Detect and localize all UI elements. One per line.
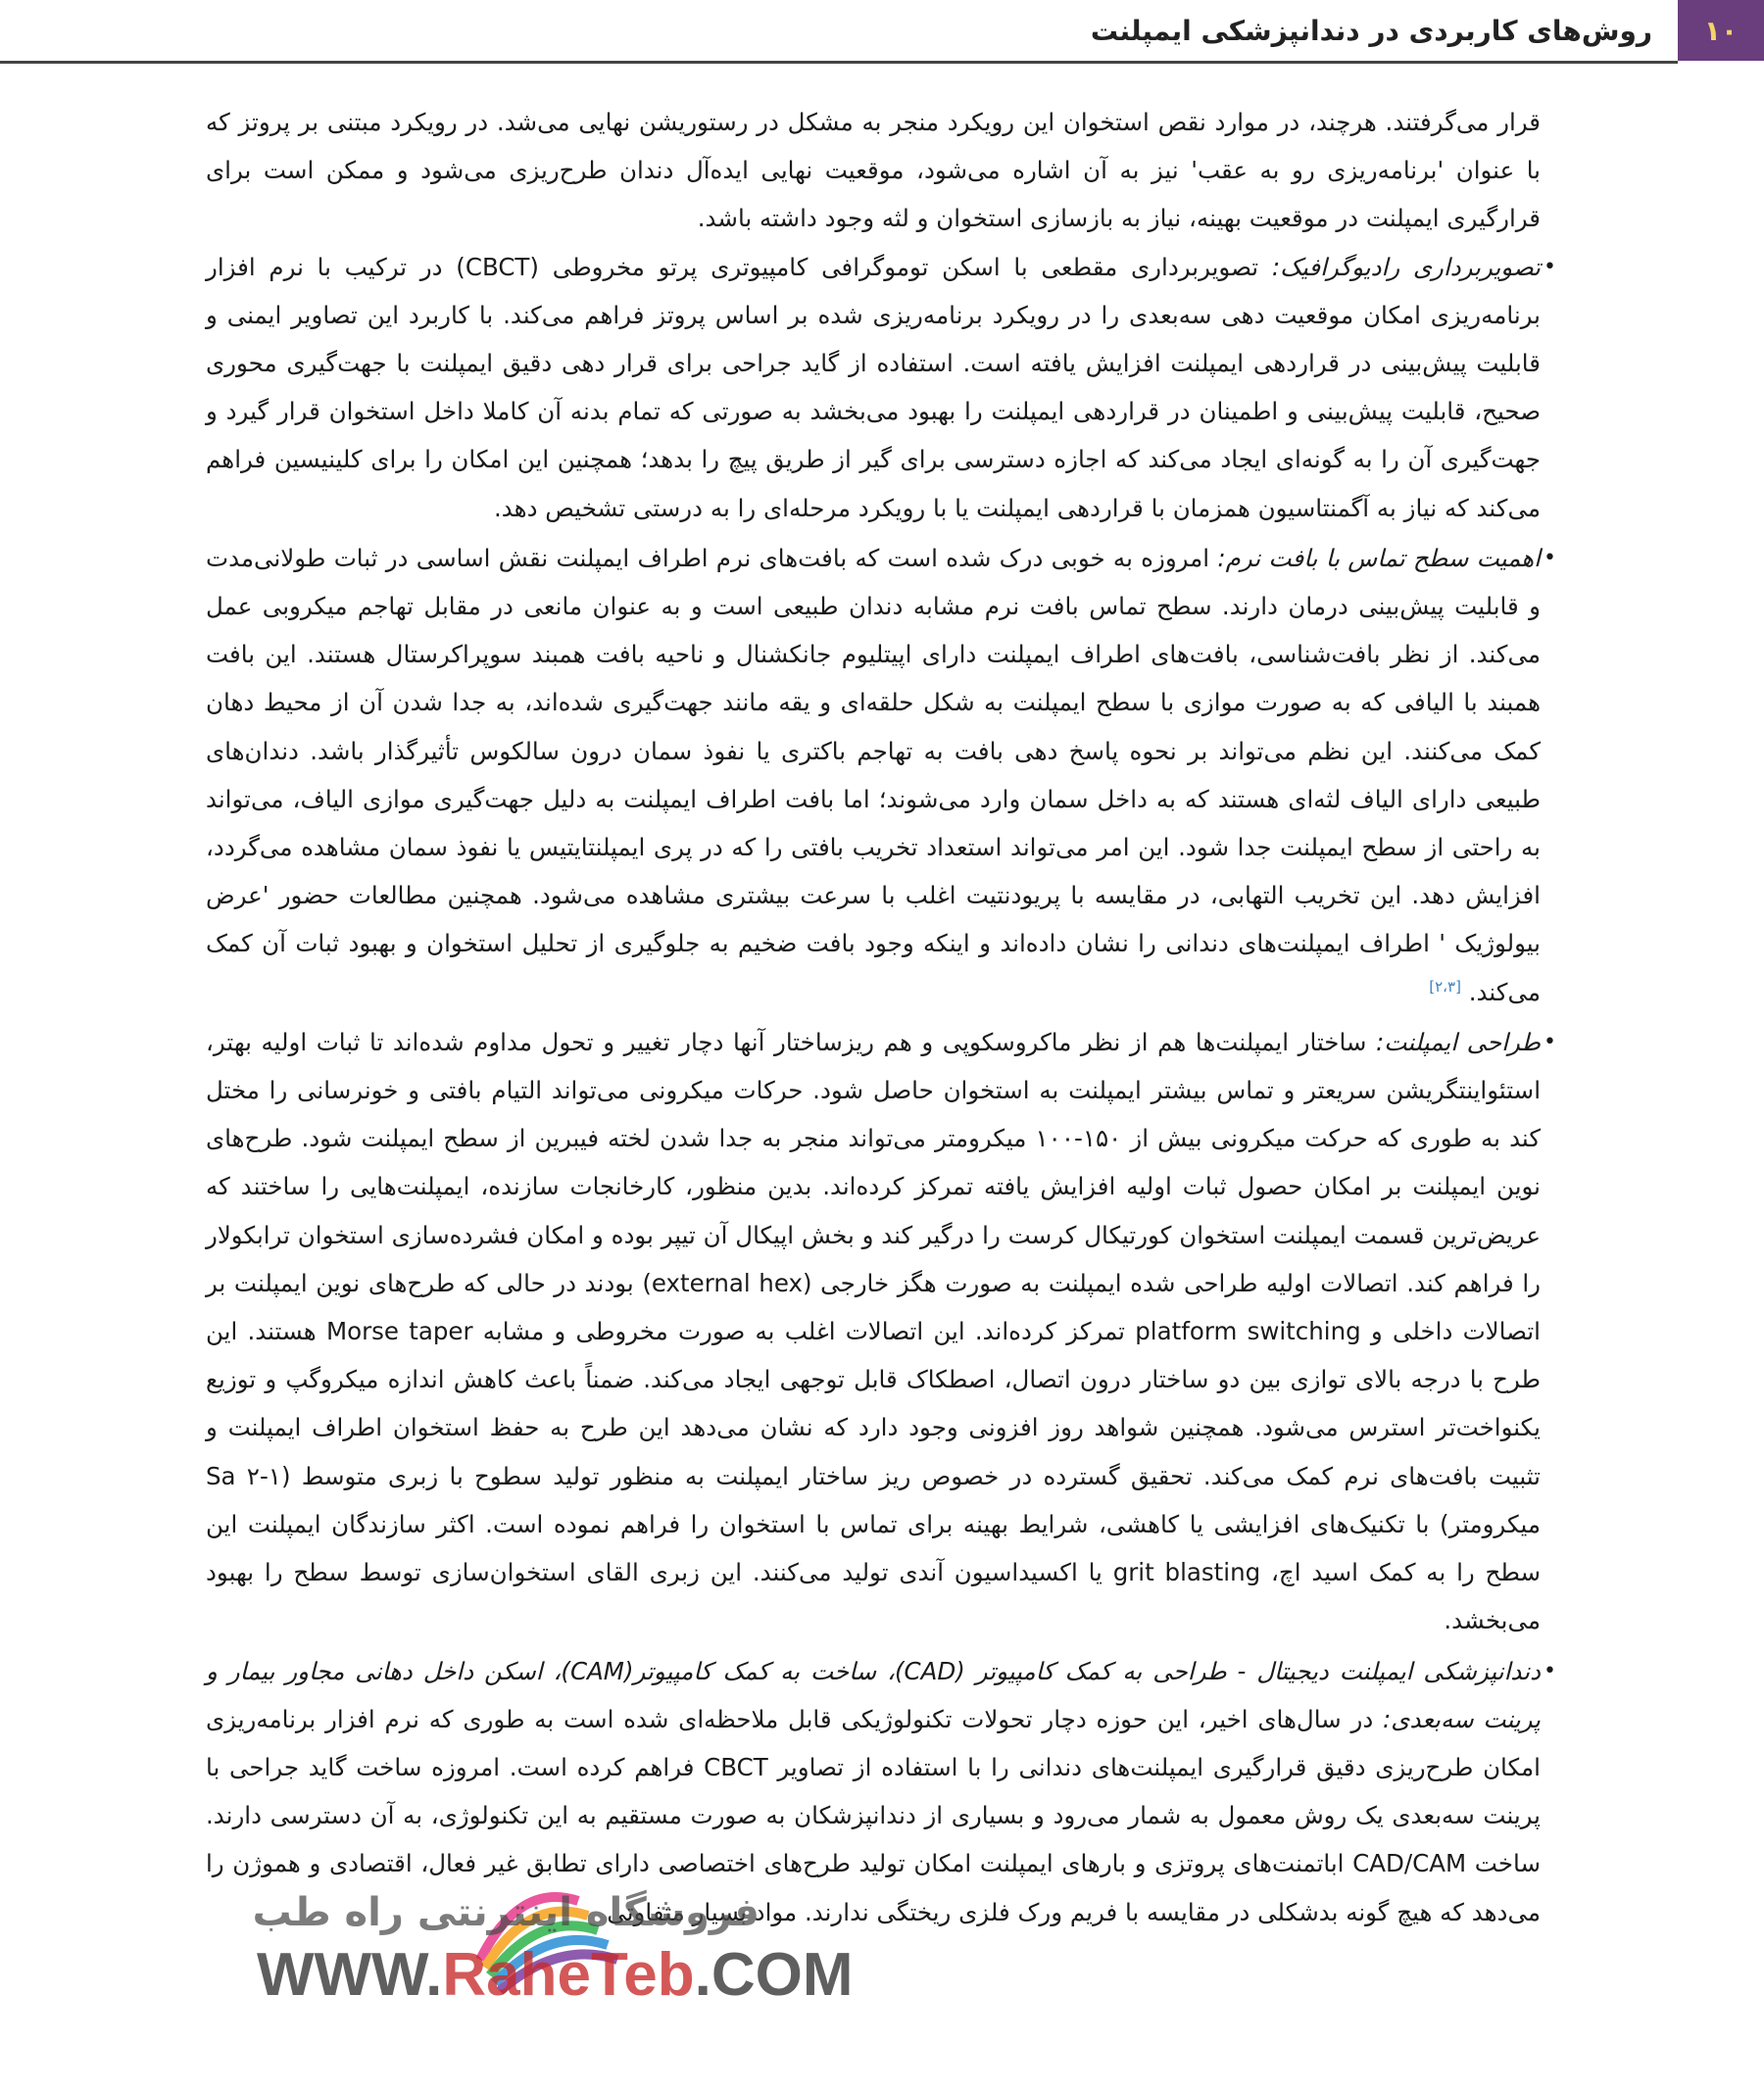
bullet-term: اهمیت سطح تماس با بافت نرم: xyxy=(1217,543,1541,572)
watermark-store-name: فروشگاه اینترنتی راه طب xyxy=(252,1890,760,1935)
header-rule xyxy=(0,61,1678,64)
bullet-text: امروزه به خوبی درک شده است که بافت‌های نرم اطراف ایمپلنت نقش اساسی در ثبات طولانی‌مدت و قابلیت پیش‌بینی درمان دارند. سطح تماس بافت نرم مشابه دندان طبیعی است و به عنوان مانعی در مقابل تهاجم میکروبی عمل می‌کند. از نظر بافت‌شناسی، بافت‌های اطراف ایمپلنت دارای اپیتلیوم جانکشنال و ناحیه بافت همبند سوپراکرستال هستند. این بافت همبند با الیافی که به صورت موازی با سطح ایمپلنت به شکل حلقه‌ای و یقه مانند جهت‌گیری شده‌اند، به جدا شدن آن از محیط دهان کمک می‌کنند. این نظم می‌تواند بر نحوه پاسخ دهی بافت به تهاجم باکتری یا نفوذ سمان درون سالکوس تأثیرگذار باشد. دندان‌های طبیعی دارای الیاف لثه‌ای هستند که به داخل سمان وارد می‌شوند؛ اما بافت اطراف ایمپلنت به دلیل جهت‌گیری موازی الیاف، می‌تواند به راحتی از سطح ایمپلنت جدا شود. این امر می‌تواند استعداد تخریب بافتی را که در پری ایمپلنتایتیس یا نفوذ سمان مشاهده می‌گردد، افزایش دهد. این تخریب التهابی، در مقایسه با پریودنتیت اغلب با سرعت بیشتری مشاهده می‌شود. همچنین مطالعات حضور 'عرض بیولوژیک ' اطراف ایمپلنت‌های دندانی را نشان داده‌اند و اینکه وجود بافت ضخیم به جلوگیری از تحلیل استخوان و بهبود ثبات آن کمک می‌کند. xyxy=(206,543,1541,1006)
running-title: روش‌های کاربردی در دندانپزشکی ایمپلنت xyxy=(1090,14,1652,47)
bullet-dot-icon: • xyxy=(1544,1658,1556,1683)
bullet-term: طراحی ایمپلنت: xyxy=(1376,1027,1541,1056)
watermark-url-brand: RaheTeb xyxy=(442,1941,695,2009)
watermark-url-prefix: WWW. xyxy=(257,1941,443,2009)
watermark-url-suffix: .COM xyxy=(694,1941,854,2009)
bullet-soft-tissue-interface xyxy=(206,534,1556,1016)
bullet-list xyxy=(206,243,1556,1936)
bullet-term: تصویربرداری رادیوگرافیک: xyxy=(1271,252,1542,281)
citation-ref: [۲،۳] xyxy=(1429,977,1461,996)
bullet-text: ساختار ایمپلنت‌ها هم از نظر ماکروسکوپی و هم ریزساختار آنها دچار تغییر و تحول مداوم شده‌اند تا ثبات اولیه بهتر، استئواینتگریشن سریعتر و تماس بیشتر ایمپلنت به استخوان حاصل شود. حرکات میکرونی می‌تواند التیام بافتی و خونرسانی را مختل کند به طوری که حرکت میکرونی بیش از ۱۵۰-۱۰۰ میکرومتر می‌تواند منجر به جدا شدن لخته فیبرین از سطح ایمپلنت شود. طرح‌های نوین ایمپلنت بر امکان حصول ثبات اولیه افزایش یافته تمرکز کرده‌اند. بدین منظور، کارخانجات سازنده، ایمپلنت‌هایی را ساختند که عریض‌ترین قسمت ایمپلنت استخوان کورتیکال کرست را درگیر کند و بخش اپیکال آن تیپر بوده و امکان فشرده‌سازی استخوان ترابکولار را فراهم کند. اتصالات اولیه طراحی شده ایمپلنت به صورت هگز خارجی (external hex) بودند در حالی که طرح‌های نوین ایمپلنت بر اتصالات داخلی و platform switching تمرکز کرده‌اند. این اتصالات اغلب به صورت مخروطی و مشابه Morse taper هستند. این طرح با درجه بالای توازی بین دو ساختار درون اتصال، اصطکاک قابل توجهی ایجاد می‌کند. ضمناً باعث کاهش اندازه میکروگپ و توزیع یکنواخت‌تر استرس می‌شود. همچنین شواهد روز افزونی وجود دارد که نشان می‌دهد این طرح به حفظ استخوان اطراف ایمپلنت و تثبیت بافت‌های نرم کمک می‌کند. تحقیق گسترده در خصوص ریز ساختار ایمپلنت به منظور تولید سطوح با زبری متوسط (Sa ۲-۱ میکرومتر) با تکنیک‌های افزایشی یا کاهشی، شرایط بهینه برای تماس با استخوان را فراهم نموده است. اکثر سازندگان ایمپلنت این سطح را به کمک اسید اچ، grit blasting یا اکسیداسیون آندی تولید می‌کنند. این زبری القای استخوان‌سازی توسط سطح را بهبود می‌بخشد. xyxy=(206,1027,1541,1635)
bullet-dot-icon: • xyxy=(1544,254,1556,279)
page-header xyxy=(0,0,1764,69)
bullet-term: دندانپزشکی ایمپلنت دیجیتال - طراحی به کمک کامپیوتر (CAD)، ساخت به کمک کامپیوتر(CAM)، اسکن داخل دهانی مجاور بیمار و پرینت سه‌بعدی: xyxy=(206,1656,1541,1733)
intro-paragraph: قرار می‌گرفتند. هرچند، در موارد نقص استخوان این رویکرد منجر به مشکل در رستوریشن نهایی می‌شد. در رویکرد مبتنی بر پروتز که با عنوان 'برنامه‌ریزی رو به عقب' نیز به آن اشاره می‌شود، موقعیت نهایی ایده‌آل دندان طرح‌ریزی می‌شود و ممکن است برای قرارگیری ایمپلنت در موقعیت بهینه، نیاز به بازسازی استخوان و لثه وجود داشته باشد. xyxy=(206,108,1541,233)
bullet-dot-icon: • xyxy=(1544,545,1556,570)
body-text xyxy=(206,98,1556,1938)
bullet-text: در سال‌های اخیر، این حوزه دچار تحولات تکنولوژیکی قابل ملاحظه‌ای شده است به طوری که نرم افزار برنامه‌ریزی امکان طرح‌ریزی دقیق قرارگیری ایمپلنت‌های دندانی را با استفاده از تصاویر CBCT فراهم کرده است. امروزه ساخت گاید جراحی با پرینت سه‌بعدی یک روش معمول به شمار می‌رود و بسیاری از دندانپزشکان به صورت مستقیم به این تکنولوژی، به آن دسترسی دارند. ساخت CAD/CAM اباتمنت‌های پروتزی و بارهای ایمپلنت امکان تولید طرح‌های اختصاصی دارای تطابق غیر فعال، اقتصادی و هموژن را می‌دهد که هیچ گونه بدشکلی در مقایسه با فریم ورک فلزی ریختگی ندارند. مواد بسیار متفاوتی xyxy=(206,1704,1541,1926)
bullet-implant-design xyxy=(206,1018,1556,1645)
bullet-text: تصویربرداری مقطعی با اسکن توموگرافی کامپیوتری پرتو مخروطی (CBCT) در ترکیب با نرم افزار برنامه‌ریزی امکان موقعیت دهی سه‌بعدی را در رویکرد برنامه‌ریزی شده بر اساس پروتز فراهم می‌کند. با کاربرد این تصاویر ایمنی و قابلیت پیش‌بینی در قراردهی ایمپلنت افزایش یافته است. استفاده از گاید جراحی برای قرار دهی دقیق ایمپلنت با جهت‌گیری محوری صحیح، قابلیت پیش‌بینی و اطمینان در قراردهی ایمپلنت را بهبود می‌بخشد به صورتی که تمام بدنه آن کاملا داخل استخوان قرار گیرد و جهت‌گیری آن را به گونه‌ای ایجاد می‌کند که اجازه دسترسی برای گیر از طریق پیچ را بدهد؛ همچنین این امکان را برای کلینیسین فراهم می‌کند که نیاز به آگمنتاسیون همزمان با قراردهی ایمپلنت یا با رویکرد مرحله‌ای را به درستی تشخیص دهد. xyxy=(206,252,1541,522)
page-number-badge: ۱۰ xyxy=(1678,0,1764,61)
bullet-radiographic-imaging xyxy=(206,243,1556,532)
watermark-url xyxy=(257,1940,853,2010)
bullet-dot-icon: • xyxy=(1544,1029,1556,1054)
